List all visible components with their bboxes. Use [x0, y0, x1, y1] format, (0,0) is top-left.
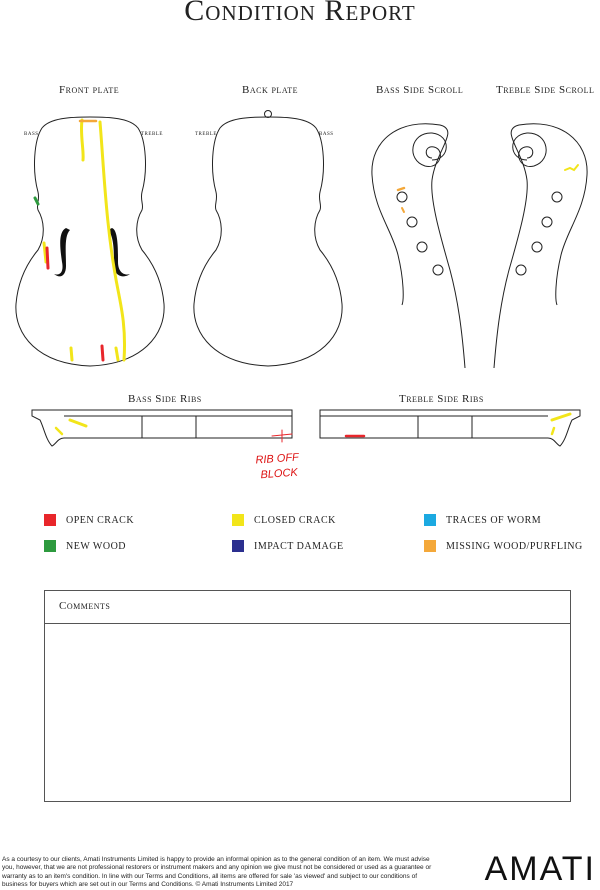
- comments-header: [45, 591, 570, 624]
- bass-peg-hole-3: [417, 242, 427, 252]
- treble-peg-hole-1: [552, 192, 562, 202]
- front-bass-label: bass: [24, 130, 39, 137]
- bass-scroll-label: Bass Side Scroll: [376, 84, 464, 96]
- back-plate-label: Back plate: [242, 84, 298, 96]
- treble-peg-hole-3: [532, 242, 542, 252]
- amati-logo: AMATI: [484, 850, 596, 888]
- closed-crack-mark: [565, 165, 578, 170]
- rib-off-annotation-line2: BLOCK: [260, 466, 299, 482]
- legend-impact-damage: [232, 540, 344, 552]
- back-treble-label: treble: [195, 130, 217, 137]
- legend-missing-wood: [424, 540, 583, 552]
- traces-of-worm-swatch: [424, 514, 436, 526]
- front-plate-label: Front plate: [59, 84, 120, 96]
- legend-label: TRACES OF WORM: [446, 514, 542, 526]
- treble-scroll-spiral: [513, 133, 546, 167]
- bass-peg-hole-4: [433, 265, 443, 275]
- report-title: Condition Report: [184, 0, 416, 27]
- back-button: [265, 111, 272, 118]
- legend-label: IMPACT DAMAGE: [254, 540, 344, 552]
- treble-scroll-label: Treble Side Scroll: [496, 84, 595, 96]
- comments-body[interactable]: [45, 624, 570, 800]
- closed-crack-mark: [56, 428, 62, 434]
- front-f-hole-bass: [54, 228, 70, 276]
- bass-ribs-label: Bass Side Ribs: [128, 393, 202, 405]
- comments-box: [44, 590, 571, 802]
- open-crack-mark: [47, 248, 48, 268]
- legend-closed-crack: [232, 514, 336, 526]
- new-wood-swatch: [44, 540, 56, 552]
- open-crack-swatch: [44, 514, 56, 526]
- treble-peg-hole-2: [542, 217, 552, 227]
- missing-wood-mark: [398, 188, 404, 190]
- bass-peg-hole-1: [397, 192, 407, 202]
- closed-crack-mark: [70, 420, 86, 426]
- legend-new-wood: [44, 540, 126, 552]
- closed-crack-mark: [44, 243, 46, 262]
- treble-peg-hole-4: [516, 265, 526, 275]
- annotation-pointer: [272, 430, 292, 442]
- closed-crack-mark: [552, 414, 570, 420]
- treble-scroll-outline: [494, 124, 587, 368]
- missing-wood-mark: [402, 208, 404, 212]
- rib-off-annotation-line1: RIB OFF: [255, 451, 300, 467]
- front-plate-outline: [16, 117, 164, 366]
- legend-traces-of-worm: [424, 514, 541, 526]
- legend-open-crack: [44, 514, 134, 526]
- bass-ribs-outline: [32, 410, 292, 446]
- missing-wood-swatch: [424, 540, 436, 552]
- front-treble-label: treble: [141, 130, 163, 137]
- new-wood-mark: [35, 198, 38, 204]
- closed-crack-swatch: [232, 514, 244, 526]
- legend-label: MISSING WOOD/PURFLING: [446, 540, 583, 552]
- legend-label: CLOSED CRACK: [254, 514, 336, 526]
- comments-title: Comments: [59, 600, 111, 612]
- bass-peg-hole-2: [407, 217, 417, 227]
- closed-crack-mark: [81, 120, 83, 160]
- closed-crack-mark: [71, 348, 72, 360]
- impact-damage-swatch: [232, 540, 244, 552]
- back-bass-label: bass: [319, 130, 334, 137]
- bass-scroll-outline: [372, 124, 465, 368]
- treble-ribs-outline: [320, 410, 580, 446]
- closed-crack-mark: [100, 122, 125, 360]
- disclaimer-text: As a courtesy to our clients, Amati Instruments Limited is happy to provide an informal opinion as to the general condition of an item. We must advise you, however, that we are not professional restorers or instrument makers and any opinion we give must not be considered or used as a guarantee or warranty as to an item's condition. In line with our Terms and Conditions, all items are offered for sale 'as viewed' and subject to our conditions of business for buyers which are set out in our Terms and Conditions. © Amati Instruments Limited 2017: [2, 856, 432, 888]
- treble-ribs-label: Treble Side Ribs: [399, 393, 484, 405]
- closed-crack-mark: [116, 348, 118, 360]
- closed-crack-mark: [552, 428, 554, 434]
- legend-label: NEW WOOD: [66, 540, 127, 552]
- legend-label: OPEN CRACK: [66, 514, 135, 526]
- bass-scroll-spiral: [413, 133, 446, 167]
- open-crack-mark: [102, 346, 103, 360]
- back-plate-outline: [194, 117, 342, 366]
